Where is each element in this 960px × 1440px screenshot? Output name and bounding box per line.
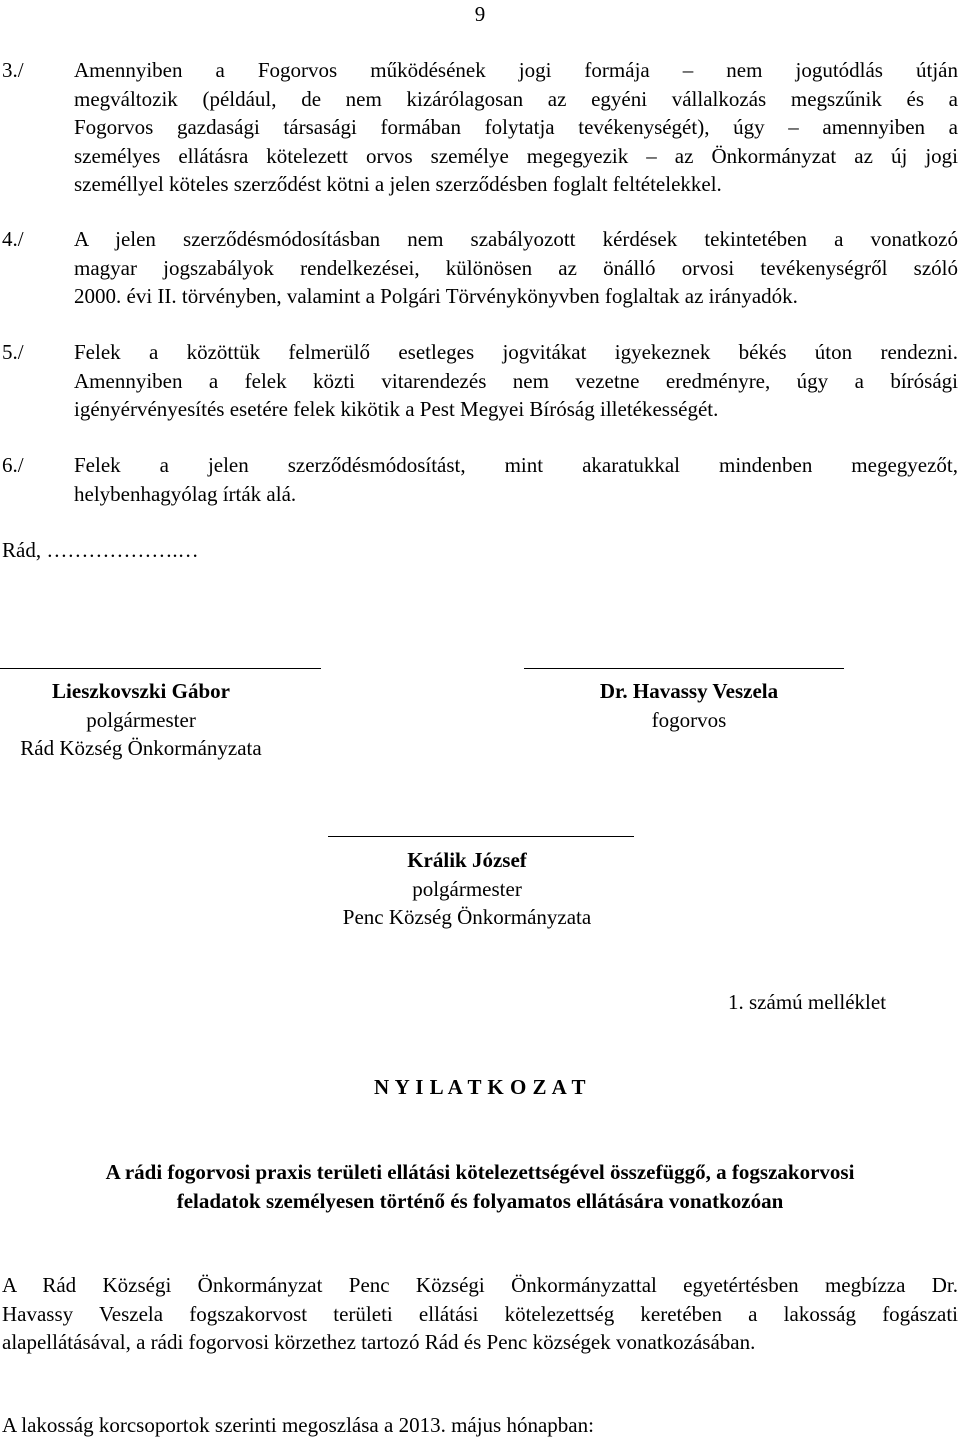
signature-line-center — [328, 836, 634, 837]
clause-line: 2000. évi II. törvényben, valamint a Polgári Törvénykönyvben foglaltak az irányadók. — [74, 284, 798, 308]
signature-line-right — [524, 668, 844, 669]
signature-center — [300, 846, 634, 932]
declaration-subtitle-line: feladatok személyesen történő és folyamatos ellátására vonatkozóan — [176, 1188, 784, 1213]
signatory-role: fogorvos — [651, 707, 727, 732]
clause-number: 3./ — [2, 58, 24, 82]
annex-label: 1. számú melléklet — [728, 990, 887, 1014]
clause-number: 5./ — [2, 340, 24, 364]
clause-line: Amennyiben a Fogorvos működésének jogi formája – nem jogutódlás útján — [74, 58, 958, 82]
declaration-subtitle — [0, 1158, 960, 1215]
declaration-body-line: Havassy Veszela fogszakorvost területi ellátási kötelezettség keretében a lakosság fogászati — [2, 1301, 958, 1326]
declaration-subtitle-line: A rádi fogorvosi praxis területi ellátási kötelezettségével összefüggő, a fogszakorvosi — [105, 1160, 855, 1184]
signatory-org: Rád Község Önkormányzata — [20, 736, 262, 760]
declaration-title: N Y I L A T K O Z A T — [373, 1075, 587, 1099]
clause-text — [74, 56, 958, 199]
signatory-role: polgármester — [412, 876, 522, 901]
signatory-org: Penc Község Önkormányzata — [342, 905, 592, 929]
clause-text — [74, 225, 958, 311]
signatory-role: polgármester — [86, 707, 196, 732]
clause-text — [74, 451, 958, 508]
signature-left — [0, 677, 282, 763]
page-number: 9 — [474, 2, 486, 26]
declaration-body-line: alapellátásával, a rádi fogorvosi körzethez tartozó Rád és Penc községek vonatkozásában. — [2, 1330, 756, 1354]
signature-line-left — [0, 668, 321, 669]
declaration-body-line: A Rád Községi Önkormányzat Penc Községi Önkormányzattal egyetértésben megbízza Dr. — [2, 1273, 958, 1297]
signature-right — [554, 677, 824, 734]
clause-text — [74, 338, 958, 424]
clause-number: 4./ — [2, 227, 24, 251]
clause-number: 6./ — [2, 453, 24, 477]
clause-line: magyar jogszabályok rendelkezései, különösen az önálló orvosi tevékenységről szóló — [74, 255, 958, 280]
clause-line: helybenhagyólag írták alá. — [74, 481, 297, 506]
declaration-body — [2, 1271, 958, 1357]
clause-line: Felek a közöttük felmerülő esetleges jogvitákat igyekeznek békés úton rendezni. — [74, 340, 958, 364]
clause-line: Fogorvos gazdasági társasági formában folytatja tevékenységét), úgy – amennyiben a — [74, 115, 958, 139]
place-date: Rád, ……………….… — [2, 538, 199, 562]
clause-line: igényérvényesítés esetére felek kikötik a Pest Megyei Bíróság illetékességét. — [74, 397, 719, 421]
clause-line: Amennyiben a felek közti vitarendezés nem vezetne eredményre, úgy a bírósági — [74, 368, 958, 393]
signatory-name: Lieszkovszki Gábor — [52, 679, 230, 703]
clause-line: személyes ellátásra kötelezett orvos személye megegyezik – az Önkormányzat az új jogi — [74, 143, 958, 168]
signatory-name: Dr. Havassy Veszela — [599, 679, 779, 703]
signatory-name: Králik József — [407, 848, 527, 872]
clause-line: A jelen szerződésmódosításban nem szabályozott kérdések tekintetében a vonatkozó — [74, 227, 958, 251]
clause-line: megváltozik (például, de nem kizárólagosan az egyéni vállalkozás megszűnik és a — [74, 86, 958, 111]
age-distribution-intro: A lakosság korcsoportok szerinti megoszlása a 2013. május hónapban: — [2, 1413, 594, 1437]
clause-line: személlyel köteles szerződést kötni a jelen szerződésben foglalt feltételekkel. — [74, 172, 722, 196]
clause-line: Felek a jelen szerződésmódosítást, mint akaratukkal mindenben megegyezőt, — [74, 453, 958, 477]
